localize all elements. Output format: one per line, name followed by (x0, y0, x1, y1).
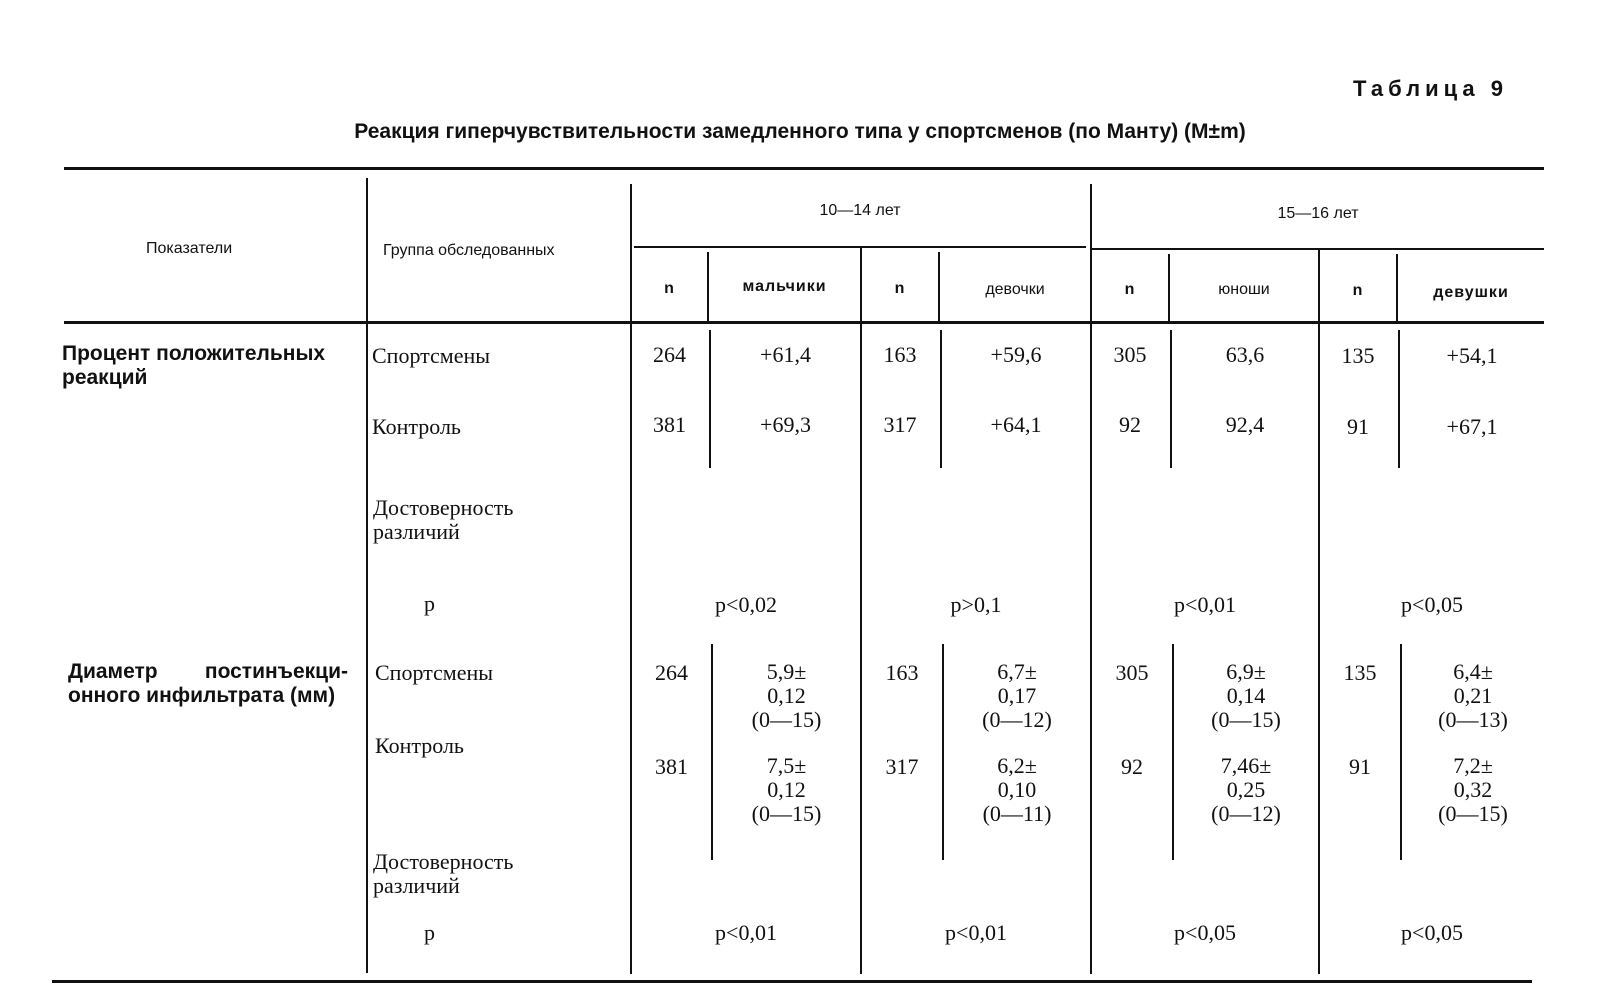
p-value: p<0,01 (715, 920, 777, 945)
cell-n: 264 (653, 342, 686, 367)
cell-value: 63,6 (1225, 342, 1265, 367)
cell-value: 92,4 (1225, 412, 1265, 437)
cell-n: 264 (655, 660, 688, 685)
p-value: p<0,01 (945, 920, 1007, 945)
top-rule (64, 167, 1544, 170)
p-label: p (424, 920, 435, 945)
cell-value: 5,9± 0,12 (0—15) (751, 659, 822, 732)
cell-value: +69,3 (760, 412, 811, 437)
divider-group-data (630, 184, 632, 974)
header-age-10-14: 10—14 лет (819, 202, 901, 219)
group-sportsmen: Спортсмены (372, 343, 491, 368)
p-value: p<0,05 (1401, 920, 1463, 945)
cell-value: +61,4 (760, 342, 811, 367)
significance-label-line2: различий (373, 519, 460, 544)
cell-n: 92 (1121, 754, 1143, 779)
p-value: p<0,05 (1401, 592, 1463, 617)
cell-value: 6,9± 0,14 (0—15) (1211, 659, 1281, 732)
header-youths-m: юноши (1218, 281, 1270, 298)
header-bottom-rule (64, 321, 1544, 324)
header-boys: мальчики (742, 278, 827, 295)
cell-n: 91 (1349, 754, 1371, 779)
header-age-15-16: 15—16 лет (1277, 205, 1359, 222)
cell-n: 163 (883, 342, 917, 367)
cell-n: 92 (1119, 412, 1141, 437)
header-group: Группа обследованных (383, 242, 555, 259)
p-label: p (424, 591, 435, 616)
divider-indicator-group (366, 178, 368, 973)
group-control: Контроль (372, 414, 461, 439)
group-sportsmen: Спортсмены (375, 660, 494, 685)
cell-n: 317 (883, 412, 917, 437)
indicator-diameter-line2: онного инфильтрата (мм) (68, 684, 336, 707)
cell-value: 6,7± 0,17 (0—12) (982, 659, 1052, 732)
cell-value: 7,2± 0,32 (0—15) (1438, 753, 1508, 826)
cell-n: 305 (1113, 342, 1147, 367)
header-n-1: n (664, 280, 675, 297)
cell-value: +67,1 (1446, 414, 1498, 439)
table-title: Реакция гиперчувствительности замедленного типа у спортсменов (по Манту) (M±m) (354, 120, 1246, 143)
cell-value: 7,46± 0,25 (0—12) (1211, 753, 1281, 826)
indicator-percent-line2: реакций (62, 366, 148, 389)
header-indicators: Показатели (146, 240, 233, 257)
cell-n: 317 (885, 754, 919, 779)
table-number: Таблица 9 (1352, 76, 1508, 101)
divider-agegroups (1090, 184, 1092, 974)
significance-label-line2: различий (373, 873, 460, 898)
significance-label-line1: Достоверность (373, 849, 514, 874)
cell-value: +54,1 (1446, 343, 1498, 368)
cell-n: 305 (1115, 660, 1149, 685)
p-value: p>0,1 (950, 592, 1002, 617)
indicator-diameter-line1: Диаметр постинъекци- (68, 660, 348, 683)
cell-n: 135 (1343, 660, 1377, 685)
cell-n: 91 (1347, 414, 1369, 439)
cell-n: 381 (655, 754, 688, 779)
significance-label-line1: Достоверность (373, 495, 514, 520)
header-n-4: n (1352, 282, 1364, 299)
cell-n: 135 (1341, 343, 1375, 368)
group-control: Контроль (375, 733, 464, 758)
header-girls: девочки (985, 281, 1045, 298)
header-n-3: n (1124, 281, 1136, 298)
header-youths-f: девушки (1433, 284, 1509, 301)
cell-value: 7,5± 0,12 (0—15) (751, 753, 822, 826)
cell-value: 6,2± 0,10 (0—11) (982, 753, 1052, 826)
cell-n: 163 (885, 660, 919, 685)
cell-value: +59,6 (990, 342, 1042, 367)
cell-n: 381 (653, 412, 686, 437)
bottom-rule (52, 980, 1532, 983)
p-value: p<0,01 (1174, 592, 1236, 617)
p-value: p<0,02 (715, 592, 777, 617)
header-n-2: n (894, 280, 906, 297)
cell-value: 6,4± 0,21 (0—13) (1438, 659, 1508, 732)
cell-value: +64,1 (990, 412, 1042, 437)
p-value: p<0,05 (1174, 920, 1236, 945)
indicator-percent-line1: Процент положительных (62, 342, 326, 365)
